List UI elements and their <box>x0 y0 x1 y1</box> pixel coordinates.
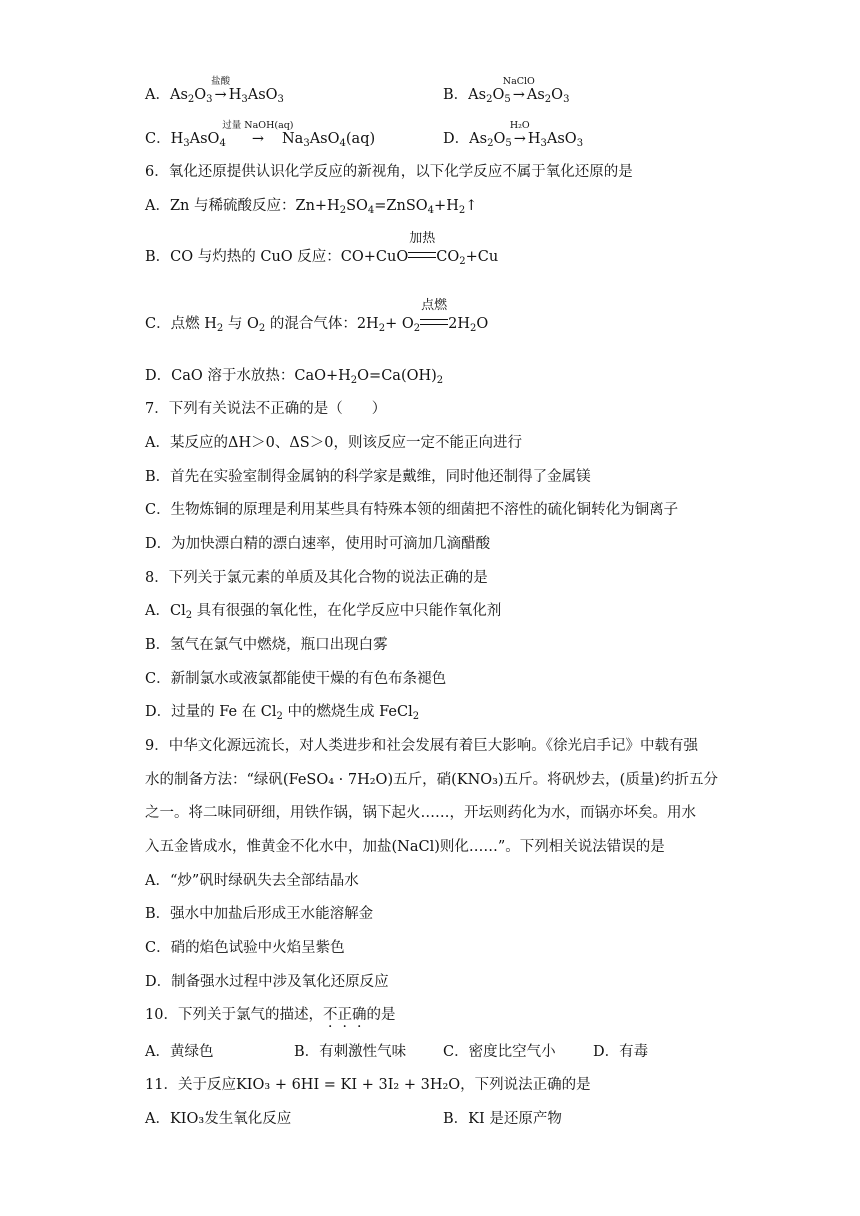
subscript: 2 <box>350 375 358 386</box>
q8-option-b: B．氢气在氯气中燃烧，瓶口出现白雾 <box>145 637 388 653</box>
option-label: C． <box>145 131 171 147</box>
text-part: 中的燃烧生成 FeCl <box>282 704 413 720</box>
q9-stem-line-4: 入五金皆成水，惟黄金不化水中，加盐(NaCl)则化……”。下列相关说法错误的是 <box>145 839 665 855</box>
formula-part: As <box>468 87 487 103</box>
subscript: 3 <box>576 138 584 149</box>
formula-part: AsO <box>546 131 577 147</box>
subscript: 5 <box>504 94 511 105</box>
subscript: 2 <box>258 323 266 334</box>
q5-option-c <box>145 120 376 149</box>
reaction-condition: 过量 NaOH(aq) <box>222 120 294 131</box>
option-label: A． <box>145 87 170 103</box>
arrow-symbol: → <box>512 87 525 103</box>
arrow-symbol: → <box>214 87 227 103</box>
option-label: D． <box>443 131 470 147</box>
formula-part: AsO <box>247 87 278 103</box>
subscript: 4 <box>339 138 346 149</box>
q11-stem: 11．关于反应KIO₃ + 6HI = KI + 3I₂ + 3H₂O，下列说法正确的是 <box>145 1077 591 1093</box>
q9-option-c: C．硝的焰色试验中火焰呈紫色 <box>145 940 345 956</box>
subscript: 2 <box>459 256 466 267</box>
q10-option-c: C．密度比空气小 <box>443 1044 556 1060</box>
q9-option-d: D．制备强水过程中涉及氧化还原反应 <box>145 974 389 990</box>
text-part: 具有很强的氧化性，在化学反应中只能作氧化剂 <box>192 603 502 619</box>
q8-stem: 8．下列关于氯元素的单质及其化合物的说法正确的是 <box>145 570 488 586</box>
q6-option-b <box>145 231 499 267</box>
text-part: +Cu <box>465 249 499 265</box>
text-part: =ZnSO <box>374 198 428 214</box>
text-part: C．点燃 H <box>145 316 217 332</box>
formula-part: As <box>469 131 488 147</box>
text-part: 的混合气体：2H <box>265 316 379 332</box>
subscript: 2 <box>216 323 224 334</box>
subscript: 3 <box>303 138 310 149</box>
subscript: 3 <box>206 94 213 105</box>
formula-part: AsO <box>309 131 340 147</box>
q5-option-b <box>443 76 570 105</box>
q6-option-c <box>145 298 489 334</box>
subscript: 2 <box>413 323 421 334</box>
q11-option-a: A．KIO₃发生氧化反应 <box>145 1111 292 1127</box>
q9-stem-line-1: 9．中华文化源远流长，对人类进步和社会发展有着巨大影响。《徐光启手记》中载有强 <box>145 738 698 754</box>
q5-option-d <box>443 120 584 149</box>
subscript: 3 <box>277 94 284 105</box>
formula-part: O <box>492 87 505 103</box>
reaction-condition: 盐酸 <box>211 76 231 87</box>
q9-stem-line-3: 之一。将二味同研细，用铁作锅，锅下起火……，开坛则药化为水，而锅亦坏矣。用水 <box>145 805 696 821</box>
subscript: 4 <box>219 138 226 149</box>
formula-part: O <box>194 87 207 103</box>
double-line <box>408 252 436 258</box>
reaction-arrow <box>509 120 530 148</box>
text-part: O <box>476 316 489 332</box>
subscript: 3 <box>563 94 570 105</box>
q8-option-a <box>145 602 501 620</box>
q10-stem <box>145 1006 395 1024</box>
subscript: 2 <box>378 323 386 334</box>
q10-option-b: B．有刺激性气味 <box>294 1044 407 1060</box>
subscript: 2 <box>276 711 283 722</box>
text-part: A．Cl <box>145 603 186 619</box>
text-part: O=Ca(OH) <box>357 368 437 384</box>
subscript: 2 <box>187 94 195 105</box>
text-part: 的是 <box>366 1007 396 1023</box>
text-part: 与 O <box>223 316 259 332</box>
reaction-arrow <box>222 120 294 148</box>
subscript: 2 <box>544 94 552 105</box>
q8-option-d <box>145 703 419 721</box>
formula-part: H <box>527 131 541 147</box>
emphasis-char: 确 <box>351 1007 367 1023</box>
formula-part: As <box>169 87 188 103</box>
subscript: 2 <box>412 711 420 722</box>
formula-part: H <box>170 131 184 147</box>
text-part: ↑ <box>465 198 478 214</box>
q9-option-b: B．强水中加盐后形成王水能溶解金 <box>145 906 374 922</box>
text-part: A．Zn 与稀硫酸反应：Zn+H <box>145 198 340 214</box>
formula-part: O <box>493 131 506 147</box>
text-part: + O <box>385 316 414 332</box>
q7-option-c: C．生物炼铜的原理是利用某些具有特殊本领的细菌把不溶性的硫化铜转化为铜离子 <box>145 502 679 518</box>
subscript: 2 <box>469 323 477 334</box>
subscript: 5 <box>505 138 512 149</box>
double-line <box>420 319 448 325</box>
subscript: 2 <box>458 205 466 216</box>
q10-option-d: D．有毒 <box>593 1044 649 1060</box>
q7-option-b: B．首先在实验室制得金属钠的科学家是戴维，同时他还制得了金属镁 <box>145 469 591 485</box>
emphasis-char: 不 <box>322 1007 338 1023</box>
text-part: D．CaO 溶于水放热：CaO+H <box>145 368 351 384</box>
q7-option-d: D．为加快漂白精的漂白速率，使用时可滴加几滴醋酸 <box>145 536 491 552</box>
text-part: CO <box>436 249 460 265</box>
q6-option-d <box>145 367 443 385</box>
reaction-arrow <box>211 76 231 104</box>
q7-stem: 7．下列有关说法不正确的是（ ） <box>145 401 387 417</box>
option-label: B． <box>443 87 469 103</box>
subscript: 2 <box>487 138 494 149</box>
formula-part: H <box>228 87 242 103</box>
reaction-condition: NaClO <box>502 76 535 87</box>
subscript: 3 <box>241 94 248 105</box>
reaction-condition: 加热 <box>409 231 436 246</box>
subscript: 4 <box>427 205 435 216</box>
subscript: 2 <box>339 205 347 216</box>
subscript: 4 <box>367 205 375 216</box>
reaction-condition: 点燃 <box>421 298 448 313</box>
formula-part: O <box>551 87 564 103</box>
subscript: 2 <box>436 375 444 386</box>
text-part: +H <box>434 198 459 214</box>
q7-option-a: A．某反应的ΔH＞0、ΔS＞0，则该反应一定不能正向进行 <box>145 435 522 451</box>
subscript: 2 <box>185 610 193 621</box>
text-part: D．过量的 Fe 在 Cl <box>145 704 277 720</box>
q9-stem-line-2: 水的制备方法：“绿矾(FeSO₄ · 7H₂O)五斤，硝(KNO₃)五斤。将矾炒去，(质量)约折五分 <box>145 772 718 788</box>
subscript: 3 <box>183 138 190 149</box>
q6-stem: 6．氧化还原提供认识化学反应的新视角，以下化学反应不属于氧化还原的是 <box>145 164 633 180</box>
text-part: B．CO 与灼热的 CuO 反应：CO+CuO <box>145 249 409 265</box>
q6-option-a <box>145 197 477 215</box>
text-part: 2H <box>448 316 470 332</box>
equals-sign <box>420 298 448 333</box>
arrow-symbol: → <box>513 131 526 147</box>
q11-option-b: B．KI 是还原产物 <box>443 1111 562 1127</box>
reaction-condition: H₂O <box>509 120 530 131</box>
subscript: 3 <box>540 138 547 149</box>
formula-part: As <box>526 87 545 103</box>
q8-option-c: C．新制氯水或液氯都能使干燥的有色布条褪色 <box>145 671 447 687</box>
reaction-arrow <box>502 76 535 104</box>
q9-option-a: A．“炒”矾时绿矾失去全部结晶水 <box>145 873 359 889</box>
q10-option-a: A．黄绿色 <box>145 1044 214 1060</box>
formula-part: Na <box>281 131 304 147</box>
arrow-symbol: → <box>251 131 264 147</box>
text-part: SO <box>346 198 368 214</box>
subscript: 2 <box>486 94 493 105</box>
text-part: 10．下列关于氯气的描述， <box>145 1007 323 1023</box>
q5-option-a <box>145 76 284 105</box>
emphasis-char: 正 <box>337 1007 352 1023</box>
formula-part: AsO <box>189 131 220 147</box>
formula-part: (aq) <box>345 131 376 147</box>
equals-sign <box>408 231 436 266</box>
